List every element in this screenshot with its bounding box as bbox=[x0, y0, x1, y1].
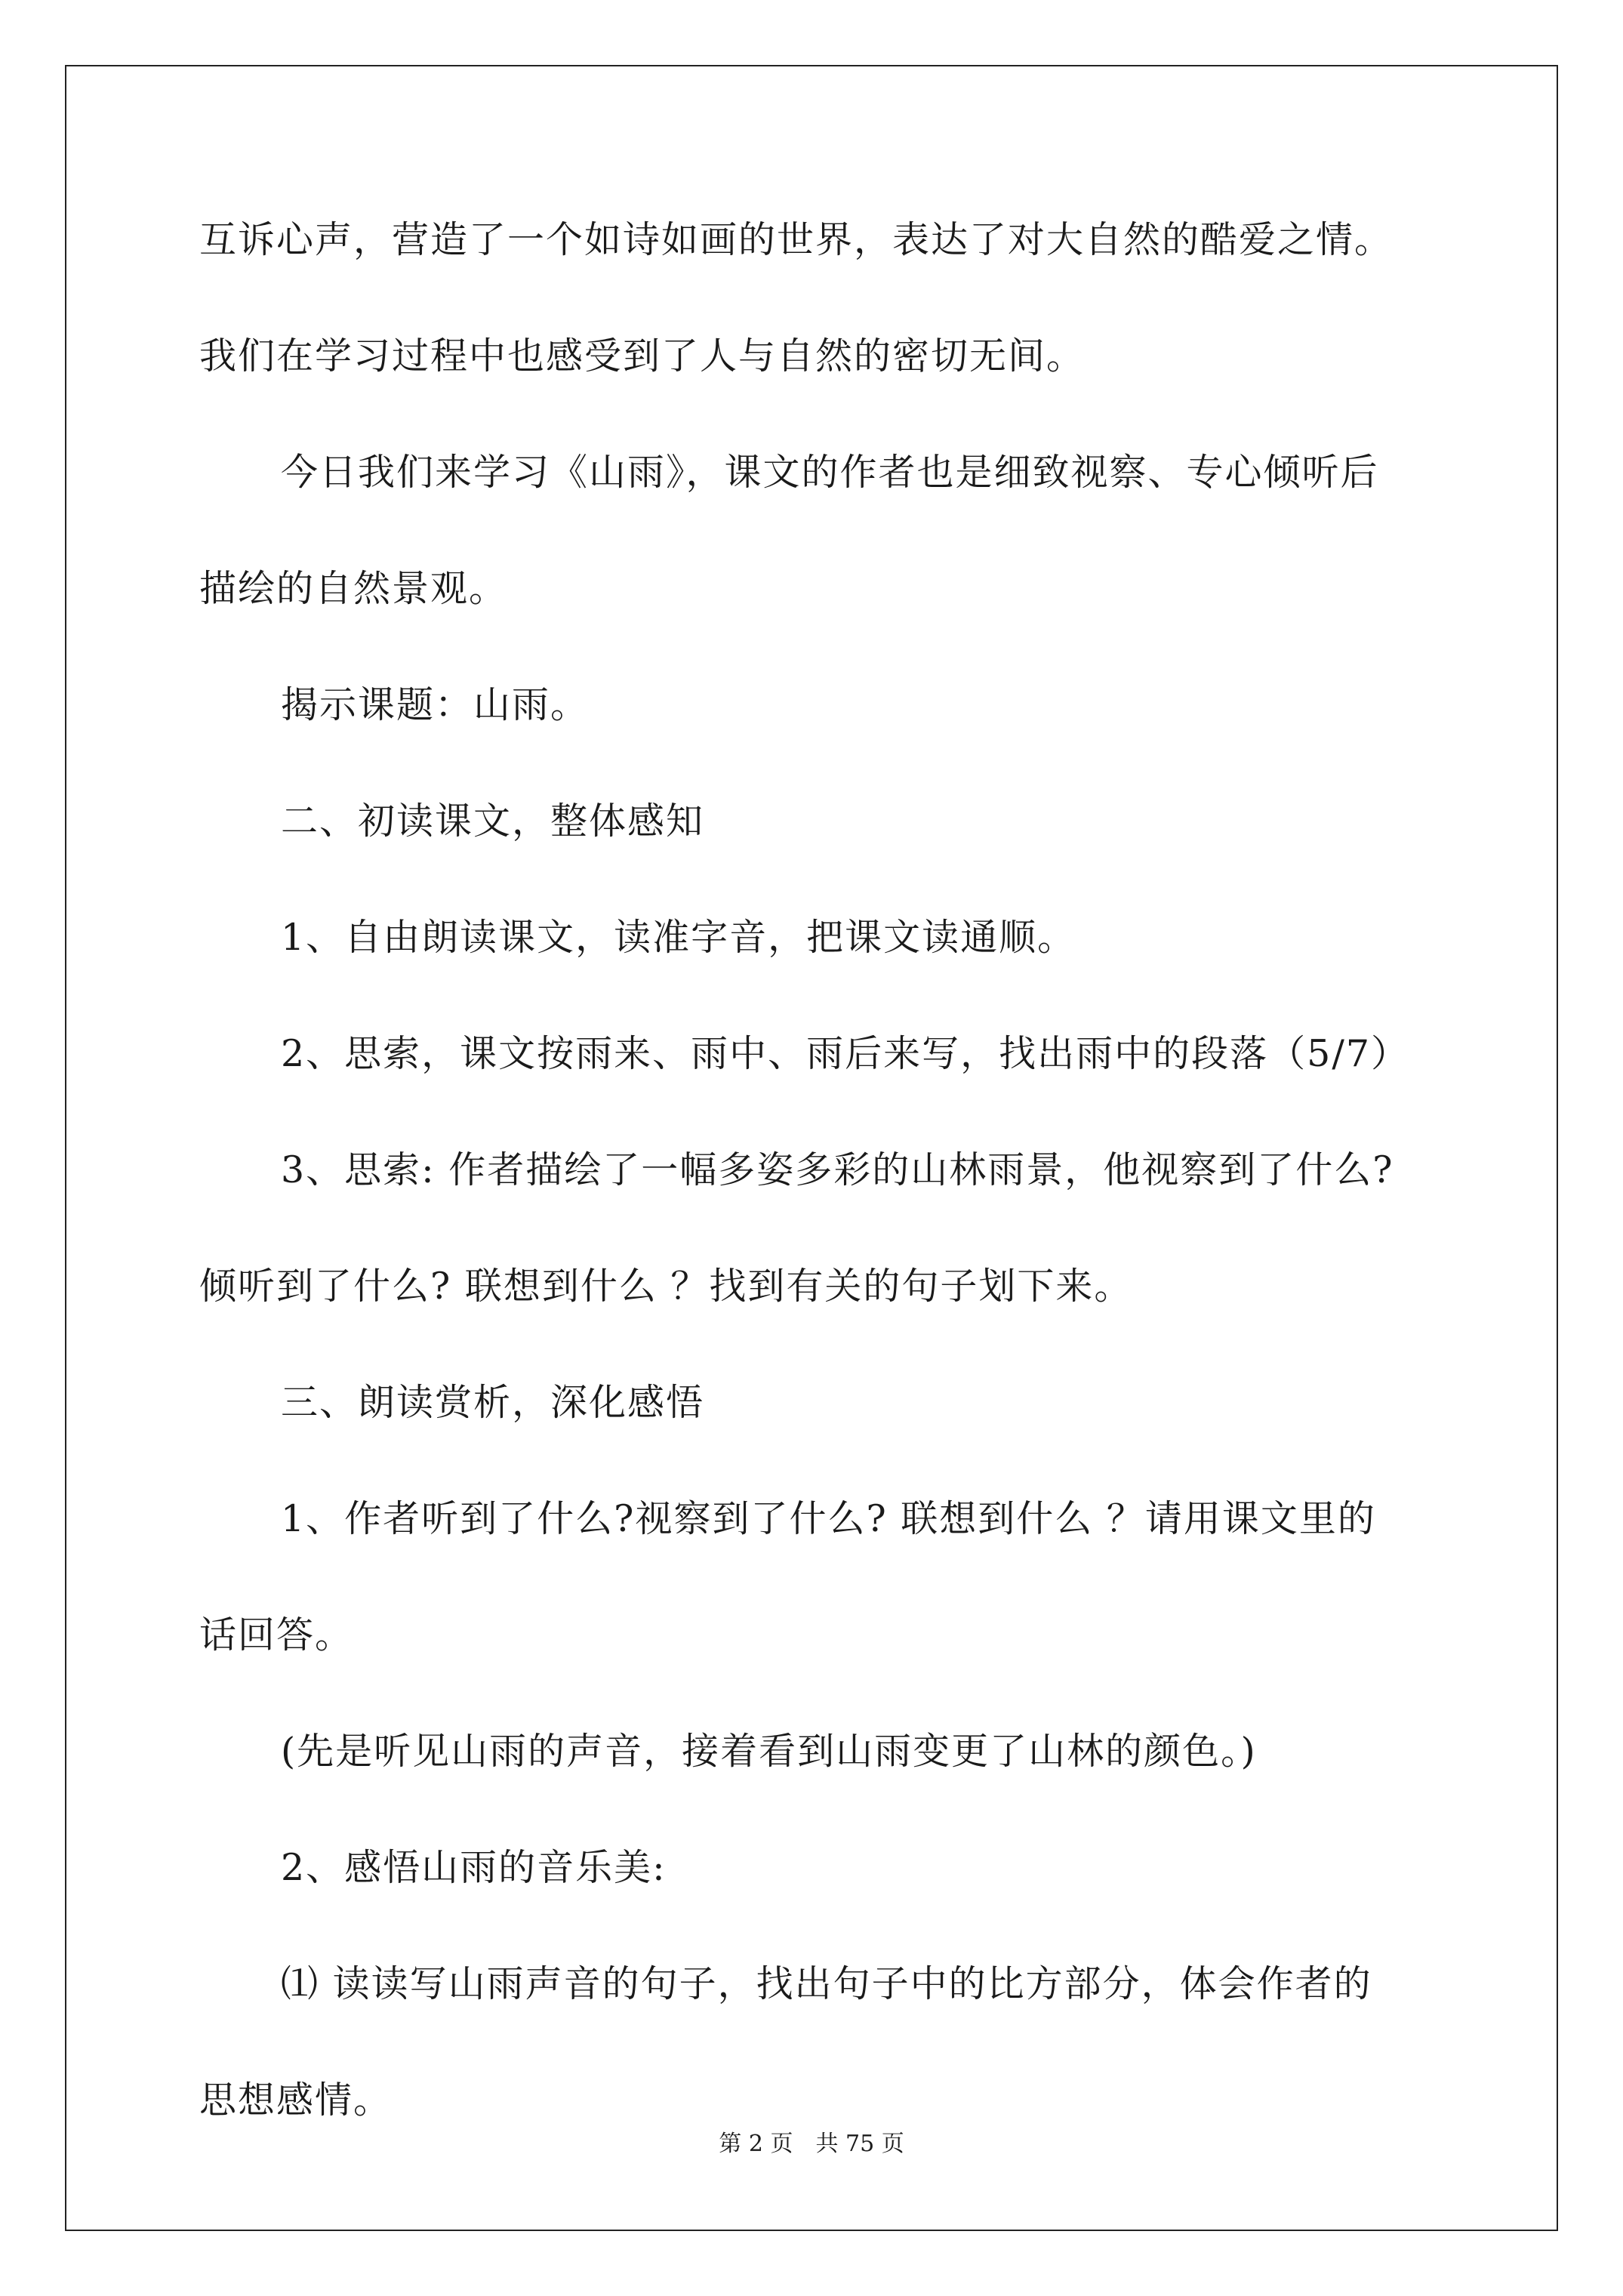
text-line: 今日我们来学习《山雨》，课文的作者也是细致视察、专心倾听后 bbox=[281, 451, 1379, 494]
text-line: 1、作者听到了什么?视察到了什么? 联想到什么 ？请用课文里的 bbox=[281, 1497, 1376, 1540]
text-line: 思想感情。 bbox=[199, 2079, 393, 2122]
text-line: 3、思索: 作者描绘了一幅多姿多彩的山林雨景，他视察到了什么? bbox=[281, 1148, 1394, 1191]
text-line: 1、自由朗读课文，读准字音，把课文读通顺。 bbox=[281, 916, 1076, 959]
section-heading: 二、初读课文，整体感知 bbox=[281, 800, 705, 843]
text-line: 揭示课题：山雨。 bbox=[281, 683, 590, 726]
text-line: 倾听到了什么? 联想到什么 ？找到有关的句子划下来。 bbox=[199, 1265, 1133, 1308]
text-line: 互诉心声，营造了一个如诗如画的世界，表达了对大自然的酷爱之情。 bbox=[199, 218, 1394, 261]
page-number-footer: 第 2 页 共 75 页 bbox=[719, 2131, 904, 2157]
text-line: 我们在学习过程中也感受到了人与自然的密切无间。 bbox=[199, 334, 1086, 378]
text-line: 2、思索，课文按雨来、雨中、雨后来写，找出雨中的段落（5/7） bbox=[281, 1032, 1410, 1075]
text-line: (先是听见山雨的声音，接着看到山雨变更了山林的颜色。) bbox=[281, 1730, 1257, 1773]
text-line: 话回答。 bbox=[199, 1613, 354, 1657]
text-line: ⑴ 读读写山雨声音的句子，找出句子中的比方部分，体会作者的 bbox=[281, 1962, 1372, 2005]
text-line: 描绘的自然景观。 bbox=[199, 567, 508, 610]
section-heading: 三、朗读赏析，深化感悟 bbox=[281, 1381, 705, 1424]
text-line: 2、感悟山雨的音乐美: bbox=[281, 1846, 667, 1889]
